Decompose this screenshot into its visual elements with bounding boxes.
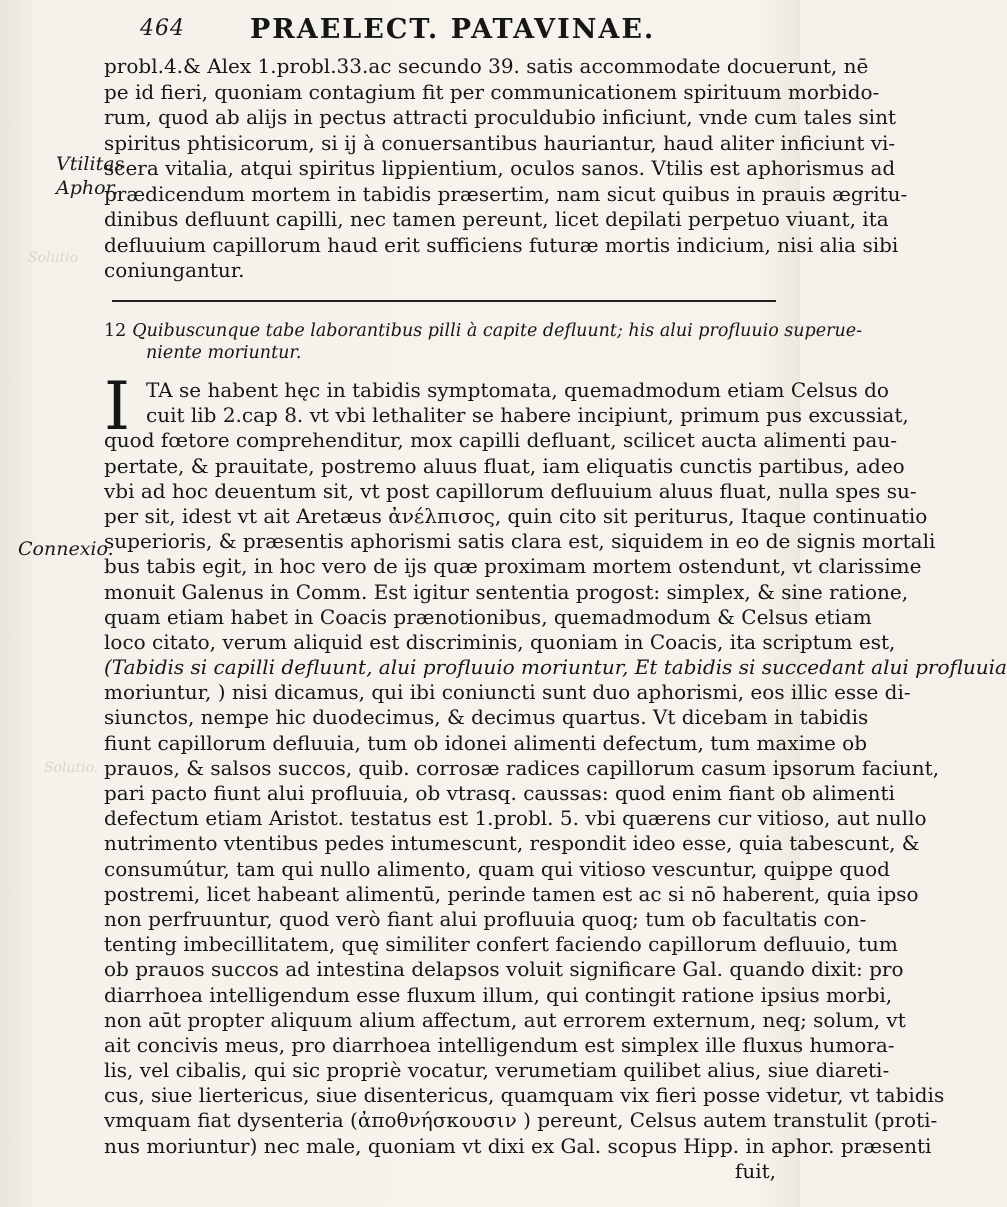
- text-line: cuit lib 2.cap 8. vt vbi lethaliter se habere incipiunt, primum pus excussiat,: [146, 403, 909, 428]
- running-title: PRAELECT. PATAVINAE.: [250, 14, 656, 45]
- text-line: vmquam fiat dysenteria (ἀποθνήσκουσιν ) pereunt, Celsus autem transtulit (proti-: [104, 1108, 938, 1133]
- page-number: 464: [140, 16, 185, 41]
- text-line: defluuium capillorum haud erit sufficiens futuræ mortis indicium, nisi alia sibi: [104, 232, 899, 257]
- paragraph-commentary-main: [104, 368, 1007, 1184]
- text-line: postremi, licet habeant alimentū, perinde tamen est ac si nō haberent, quia ipso: [104, 881, 919, 906]
- text-line: rum, quod ab alijs in pectus attracti proculdubio inficiunt, vnde cum tales sint: [104, 105, 896, 129]
- text-line: loco citato, verum aliquid est discriminis, quoniam in Coacis, ita scriptum est,: [104, 629, 896, 654]
- text-line: consumútur, tam qui nullo alimento, quam qui vitioso vescuntur, quippe quod: [104, 856, 890, 881]
- text-line: defectum etiam Aristot. testatus est 1.probl. 5. vbi quærens cur vitioso, aut nullo: [104, 806, 927, 831]
- text-line: probl.4.& Alex 1.probl.33.ac secundo 39. satis accommodate docuerunt, nē: [104, 54, 869, 78]
- text-line: siunctos, nempe hic duodecimus, & decimus quartus. Vt dicebam in tabidis: [104, 705, 869, 730]
- bleed-through-text: Solutio: [28, 250, 79, 266]
- text-line: tenting imbecillitatem, quę similiter confert faciendo capillorum defluuio, tum: [104, 932, 898, 957]
- text-line: pertate, & prauitate, postremo aluus fluat, iam eliquatis cunctis partibus, adeo: [104, 453, 905, 478]
- page-header: [140, 10, 780, 45]
- bleed-through-text: Solutio.: [44, 760, 99, 776]
- text-line: spiritus phtisicorum, si ij à conuersantibus hauriantur, haud aliter inficiunt vi-: [104, 130, 896, 155]
- text-line: superioris, & præsentis aphorismi satis clara est, siquidem in eo de signis mortali: [104, 529, 936, 554]
- text-line: dinibus defluunt capilli, nec tamen pereunt, licet depilati perpetuo viuant, ita: [104, 207, 889, 231]
- aphorism-line: [104, 342, 776, 364]
- text-line: fiunt capillorum defluuia, tum ob idonei alimenti defectum, tum maxime ob: [104, 730, 868, 755]
- text-line: (Tabidis si capilli defluunt, alui profluuio moriuntur, Et tabidis si succedant alui profluuia: [104, 655, 1007, 680]
- paragraph-commentary-top: [104, 54, 908, 284]
- aphorism-text: [104, 320, 863, 364]
- text-line: ait concivis meus, pro diarrhoea intelligendum est simplex ille fluxus humora-: [104, 1032, 895, 1057]
- text-line: quam etiam habet in Coacis prænotionibus, quemadmodum & Celsus etiam: [104, 604, 872, 629]
- aphorism-number: 12: [104, 321, 127, 341]
- text-line: monuit Galenus in Comm. Est igitur sententia progost: simplex, & sine ratione,: [104, 579, 909, 604]
- drop-cap: I: [104, 368, 131, 445]
- text-line: diarrhoea intelligendum esse fluxum illum, qui contingit ratione ipsius morbi,: [104, 982, 893, 1007]
- text-line: scera vitalia, atqui spiritus lippientium, oculos sanos. Vtilis est aphorismus ad: [104, 156, 896, 180]
- section-divider: [112, 300, 776, 302]
- text-line: TA se habent hęc in tabidis symptomata, quemadmodum etiam Celsus do: [146, 378, 889, 402]
- text-line: pari pacto fiunt alui profluuia, ob vtrasq. caussas: quod enim fiant ob alimenti: [104, 781, 895, 805]
- text-line: ob prauos succos ad intestina delapsos voluit significare Gal. quando dixit: pro: [104, 957, 904, 982]
- text-line: non aūt propter aliquum alium affectum, aut errorem externum, neq; solum, vt: [104, 1007, 906, 1032]
- text-line: lis, vel cibalis, qui sic propriè vocatur, verumetiam quilibet alius, siue diareti-: [104, 1058, 890, 1083]
- text-line: bus tabis egit, in hoc vero de ijs quæ proximam mortem ostendunt, vt clarissime: [104, 554, 922, 579]
- text-line: non perfruuntur, quod verò fiant alui profluuia quoq; tum ob facultatis con-: [104, 906, 867, 931]
- text-line: nutrimento vtentibus pedes intumescunt, respondit ideo esse, quia tabescunt, &: [104, 831, 920, 856]
- text-line: nus moriuntur) nec male, quoniam vt dixi ex Gal. scopus Hipp. in aphor. præsenti: [104, 1133, 932, 1158]
- margin-note-connexio: Connexio.: [18, 538, 114, 560]
- text-line: vbi ad hoc deuentum sit, vt post capillorum defluuium aluus fluat, nulla spes su-: [104, 478, 917, 503]
- text-line: per sit, idest vt ait Aretæus ἀνέλπισος, quin cito sit periturus, Itaque continuatio: [104, 503, 928, 528]
- text-line: pe id fieri, quoniam contagium fit per communicationem spirituum morbido-: [104, 79, 880, 104]
- text-line: prauos, & salsos succos, quib. corrosæ radices capillorum casum ipsorum faciunt,: [104, 755, 940, 780]
- text-line: fuit,: [734, 1158, 776, 1183]
- margin-note-line: Aphor.: [56, 177, 119, 199]
- text-line: prædicendum mortem in tabidis præsertim, nam sicut quibus in prauis ægritu-: [104, 181, 908, 206]
- text-line: cus, siue liertericus, siue disentericus, quamquam vix fieri posse videtur, vt tabidis: [104, 1083, 945, 1108]
- aphorism-line: [104, 320, 863, 342]
- text-line: quod fœtore comprehenditur, mox capilli defluant, scilicet aucta alimenti pau-: [104, 428, 897, 453]
- text-line: moriuntur, ) nisi dicamus, qui ibi coniuncti sunt duo aphorismi, eos illic esse di-: [104, 680, 911, 705]
- aphorism-line-2: niente moriuntur.: [146, 343, 302, 363]
- margin-note-line: Vtilitas: [56, 153, 125, 175]
- text-line: coniungantur.: [104, 258, 245, 282]
- aphorism-line-1: Quibuscunque tabe laborantibus pilli à capite defluunt; his alui profluuio superue-: [132, 321, 863, 341]
